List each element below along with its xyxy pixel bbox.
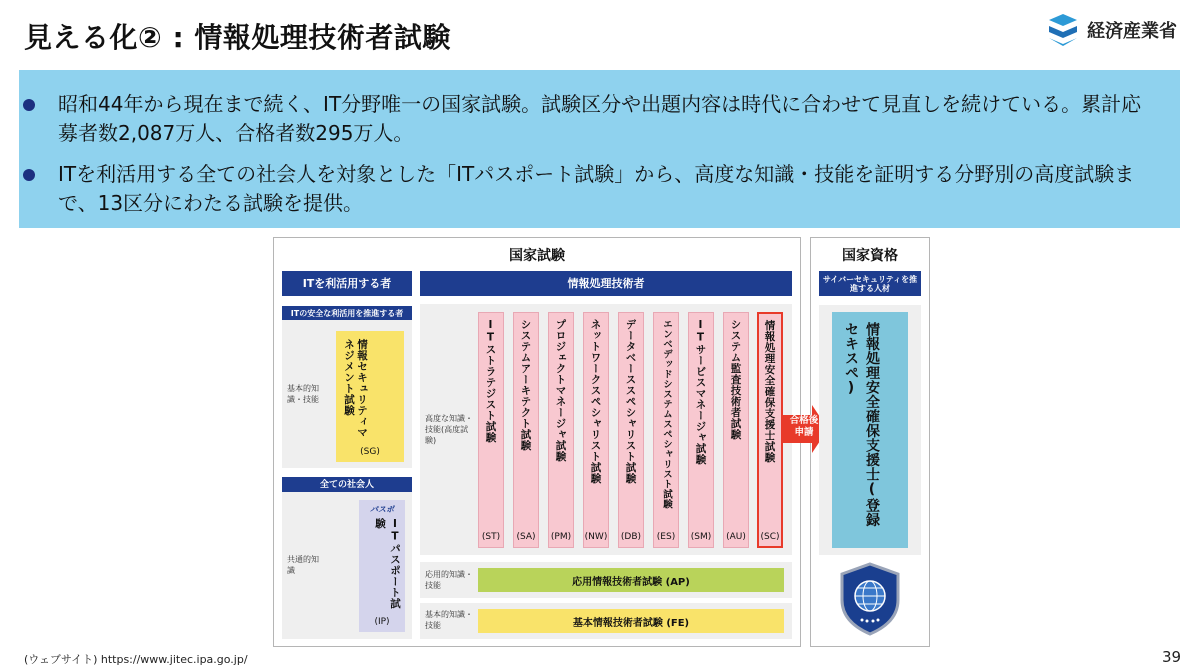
exam-abbr: (ES): [656, 532, 676, 542]
exam-name: 情報処理安全確保支援士試験: [763, 320, 776, 463]
ap-exam-bar: 応用情報技術者試験 (AP): [478, 568, 784, 592]
exam-abbr: (AU): [726, 532, 746, 542]
meti-logo-text: 経済産業省: [1087, 21, 1177, 42]
exam-es: [653, 312, 679, 548]
exam-abbr: (PM): [550, 532, 572, 542]
exam-db: [618, 312, 644, 548]
riss-shield-icon: [838, 562, 902, 636]
ip-logo: パスポ: [370, 505, 394, 514]
bullet-text: ITを利活用する全ての社会人を対象とした「ITパスポート試験」から、高度な知識・技能を証明する分野別の高度試験まで、13区分にわたる試験を提供。: [58, 162, 1135, 215]
exam-sm: [688, 312, 714, 548]
all-workers-header: 全ての社会人: [282, 477, 412, 492]
security-promoters-header: サイバーセキュリティを推進する人材: [819, 271, 921, 296]
common-knowledge-label: 共通的知識: [287, 555, 319, 575]
exam-abbr: (SC): [760, 532, 780, 542]
ip-exam-name: ITパスポート試験: [374, 518, 401, 609]
basic-knowledge-label-2: 基本的知識・技能: [425, 610, 473, 630]
sg-exam-box: [336, 331, 404, 462]
sg-abbr: (SG): [360, 447, 380, 457]
applied-knowledge-label: 応用的知識・技能: [425, 570, 473, 590]
info-engineers-header: 情報処理技術者: [420, 271, 792, 296]
advanced-knowledge-label: 高度な知識・技能(高度試験): [425, 414, 473, 445]
exam-au: [723, 312, 749, 548]
exam-abbr: (SM): [690, 532, 712, 542]
exam-name: ITストラテジスト試験: [484, 319, 497, 443]
arrow-label: 合格後申請: [789, 415, 819, 438]
exam-abbr: (SA): [516, 532, 536, 542]
it-users-header: ITを利活用する者: [282, 271, 412, 296]
exam-pm: [548, 312, 574, 548]
meti-logo-icon: [1045, 12, 1081, 48]
exam-name: ITサービスマネージャ試験: [694, 319, 707, 465]
ip-abbr: (IP): [374, 617, 390, 627]
meti-logo: [1045, 12, 1177, 48]
national-qual-heading: 国家資格: [842, 248, 898, 264]
page-title: 見える化② : 情報処理技術者試験: [24, 21, 451, 54]
ip-exam-box: [359, 500, 405, 632]
exam-abbr: (DB): [620, 532, 642, 542]
bullet-text: 昭和44年から現在まで続く、IT分野唯一の国家試験。試験区分や出題内容は時代に合わせて見直しを続けている。累計応募者数2,087万人、合格者数295万人。: [58, 92, 1142, 145]
exam-sa: [513, 312, 539, 548]
exam-abbr: (ST): [481, 532, 501, 542]
basic-knowledge-label: 基本的知識・技能: [287, 384, 319, 404]
exam-nw: [583, 312, 609, 548]
national-exam-heading: 国家試験: [509, 248, 565, 264]
exam-name: プロジェクトマネージャ試験: [554, 319, 567, 462]
exam-name: データベーススペシャリスト試験: [624, 319, 637, 484]
exam-name: システム監査技術者試験: [729, 319, 742, 440]
bullet-dot-icon: [23, 169, 35, 181]
bullet-dot-icon: [23, 99, 35, 111]
exam-name: ネットワークスペシャリスト試験: [589, 319, 602, 484]
it-safe-promoters-header: ITの安全な利活用を推進する者: [282, 306, 412, 320]
exam-st: [478, 312, 504, 548]
riss-name: 情報処理安全確保支援士(登録セキスペ): [843, 322, 880, 527]
exam-sc: [757, 312, 783, 548]
exam-name: システムアーキテクト試験: [519, 319, 532, 451]
exam-name: エンベデッドシステムスペシャリスト試験: [661, 319, 672, 509]
riss-box: [832, 312, 908, 548]
sg-exam-name: 情報セキュリティマネジメント試験: [343, 339, 368, 438]
footer-source: (ウェブサイト) https://www.jitec.ipa.go.jp/: [24, 653, 248, 666]
bullet-item: [58, 160, 1158, 218]
exam-abbr: (NW): [584, 532, 608, 542]
page-number: 39: [1162, 648, 1182, 666]
fe-exam-bar: 基本情報技術者試験 (FE): [478, 609, 784, 633]
bullet-item: [58, 90, 1158, 148]
